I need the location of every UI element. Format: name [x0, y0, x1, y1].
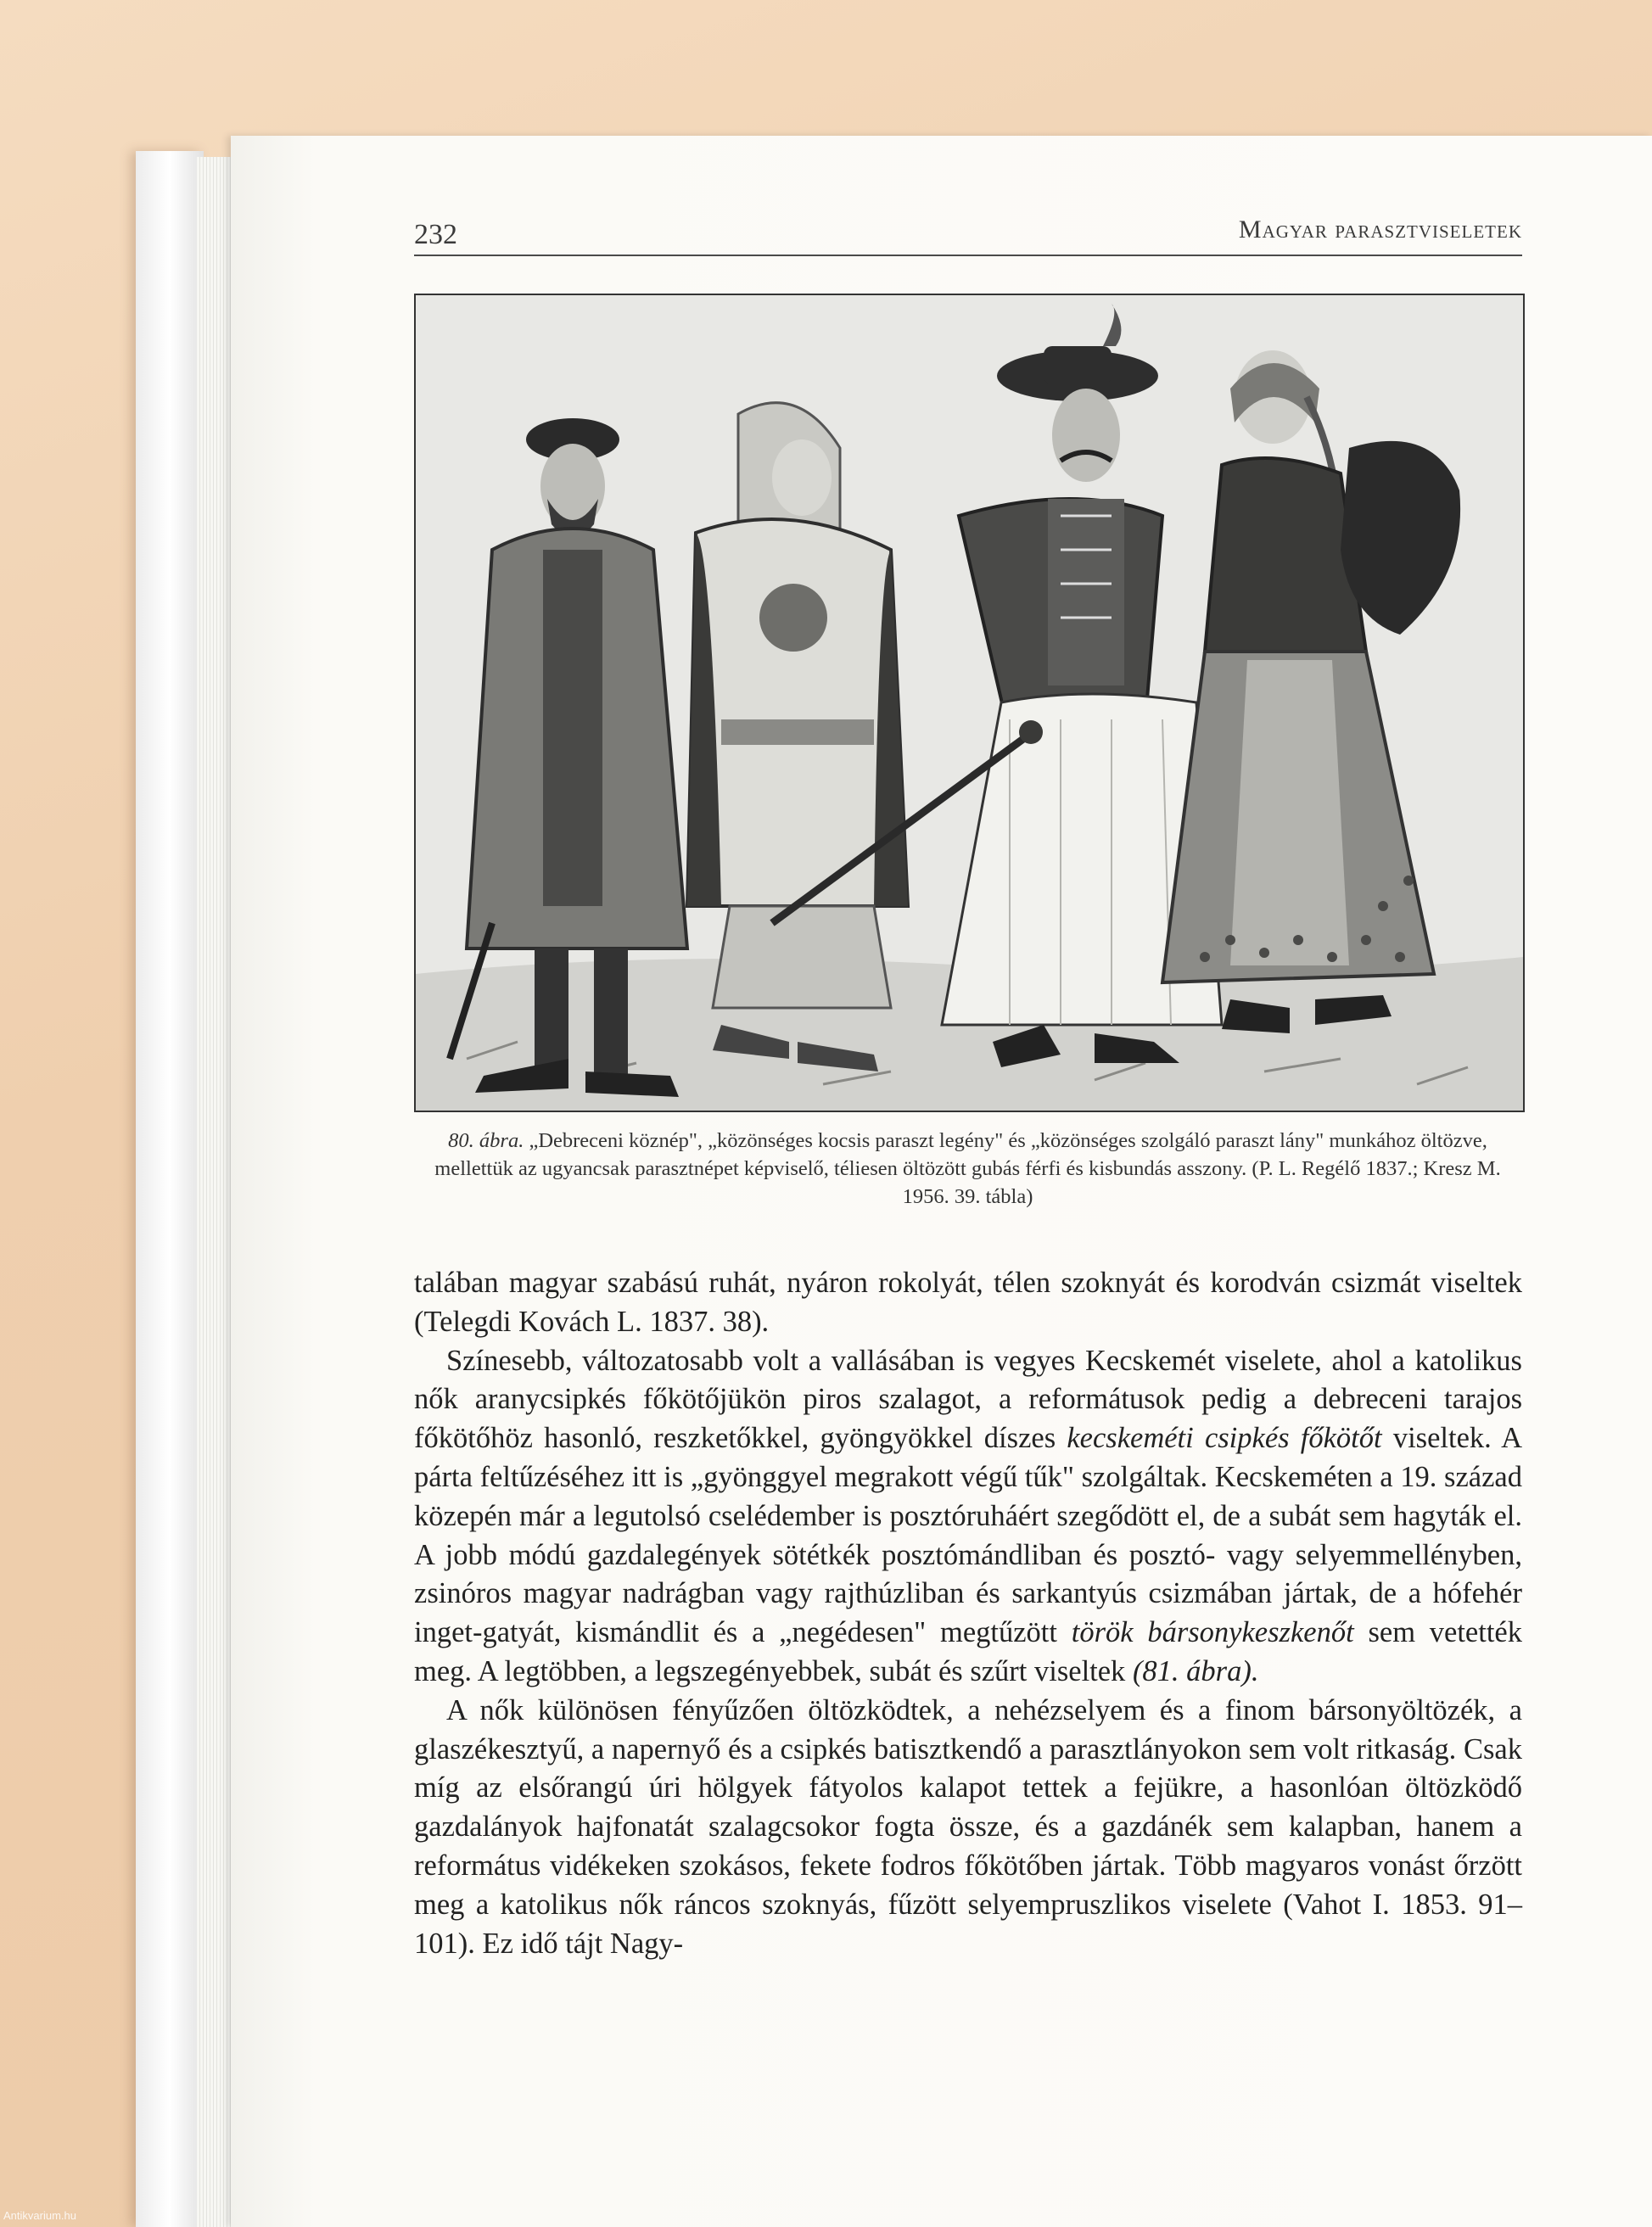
paragraph-2 — [414, 1342, 1522, 1692]
figure-illustration — [414, 294, 1525, 1112]
paragraph-2-emphasis-2: török bársonykeszkenőt — [1071, 1616, 1354, 1649]
paragraph-2-emphasis-3: (81. ábra). — [1132, 1654, 1259, 1687]
costume-engraving — [416, 295, 1523, 1111]
paragraph-2-emphasis-1: kecskeméti csipkés főkötőt — [1067, 1422, 1382, 1455]
figure-caption-label: 80. ábra. — [448, 1129, 524, 1152]
page-number: 232 — [414, 219, 457, 250]
running-head — [414, 204, 1522, 256]
page-stack-edge — [197, 157, 235, 2227]
watermark: Antikvarium.hu — [3, 2209, 76, 2222]
paragraph-3: A nők különösen fényűzően öltözködtek, a nehézselyem és a finom bársonyöltözék, a glaszékesztyű, a napernyő és a csipkés batisztkendő a parasztlányokon sem volt ritkaság. Csak míg az elsőrangú úri hölgyek fátyolos kalapot tettek a fejükre, a hasonlóan öltözködő gazdalányok hajfonatát szalagcsokor fogta össze, és a gazdánék sem kalapban, hanem a református vidékeken szokásos, fekete fodros főkötőben jártak. Több magyaros vonást őrzött meg a katolikus nők ráncos szoknyás, fűzött selyempruszlikos viselete (Vahot I. 1853. 91–101). Ez idő tájt Nagy- — [414, 1693, 1522, 1960]
figure-caption — [414, 1127, 1521, 1211]
paragraph-1: talában magyar szabású ruhát, nyáron rokolyát, télen szoknyát és korodván csizmát viseltek (Telegdi Kovách L. 1837. 38). — [414, 1267, 1522, 1338]
paragraph-2-text-c: sem vetették meg. A legtöbben, a legszegényebbek, subát és szűrt viseltek — [414, 1616, 1522, 1687]
paragraph-2-text-a: Színesebb, változatosabb volt a vallásában is vegyes Kecskemét viselete, ahol a katolikus nők aranycsipkés főkötőjükön piros szalagot, a reformátusok pedig a debreceni tarajos főkötőhöz hasonló, reszketőkkel, gyöngyökkel díszes — [414, 1344, 1522, 1455]
book-title: Magyar parasztviseletek — [1238, 215, 1522, 243]
paragraph-2-text-b: viseltek. A párta feltűzéséhez itt is „gyönggyel megrakott végű tűk" szolgáltak. Kecskeméten a 19. század közepén már a legutolsó cselédember is posztóruháért szegődött el, de a subát sem hagyták el. A jobb módú gazdalegények sötétkék posztómándliban és posztó- vagy selyemmellényben, zsinóros magyar nadrágban vagy rajthúzliban és sarkantyús csizmában jártak, de a hófehér inget-gatyát, kismándlit és a „negédesen" megtűzött — [414, 1422, 1522, 1649]
figure-caption-text: „Debreceni köznép", „közönséges kocsis paraszt legény" és „közönséges szolgáló paraszt lány" munkához öltözve, mellettük az ugyancsak parasztnépet képviselő, téliesen öltözött gubás férfi és kisbundás asszony. (P. L. Regélő 1837.; Kresz M. 1956. 39. tábla) — [434, 1129, 1501, 1208]
body-text — [414, 1264, 1522, 1963]
book-cover-edge — [136, 151, 204, 2227]
